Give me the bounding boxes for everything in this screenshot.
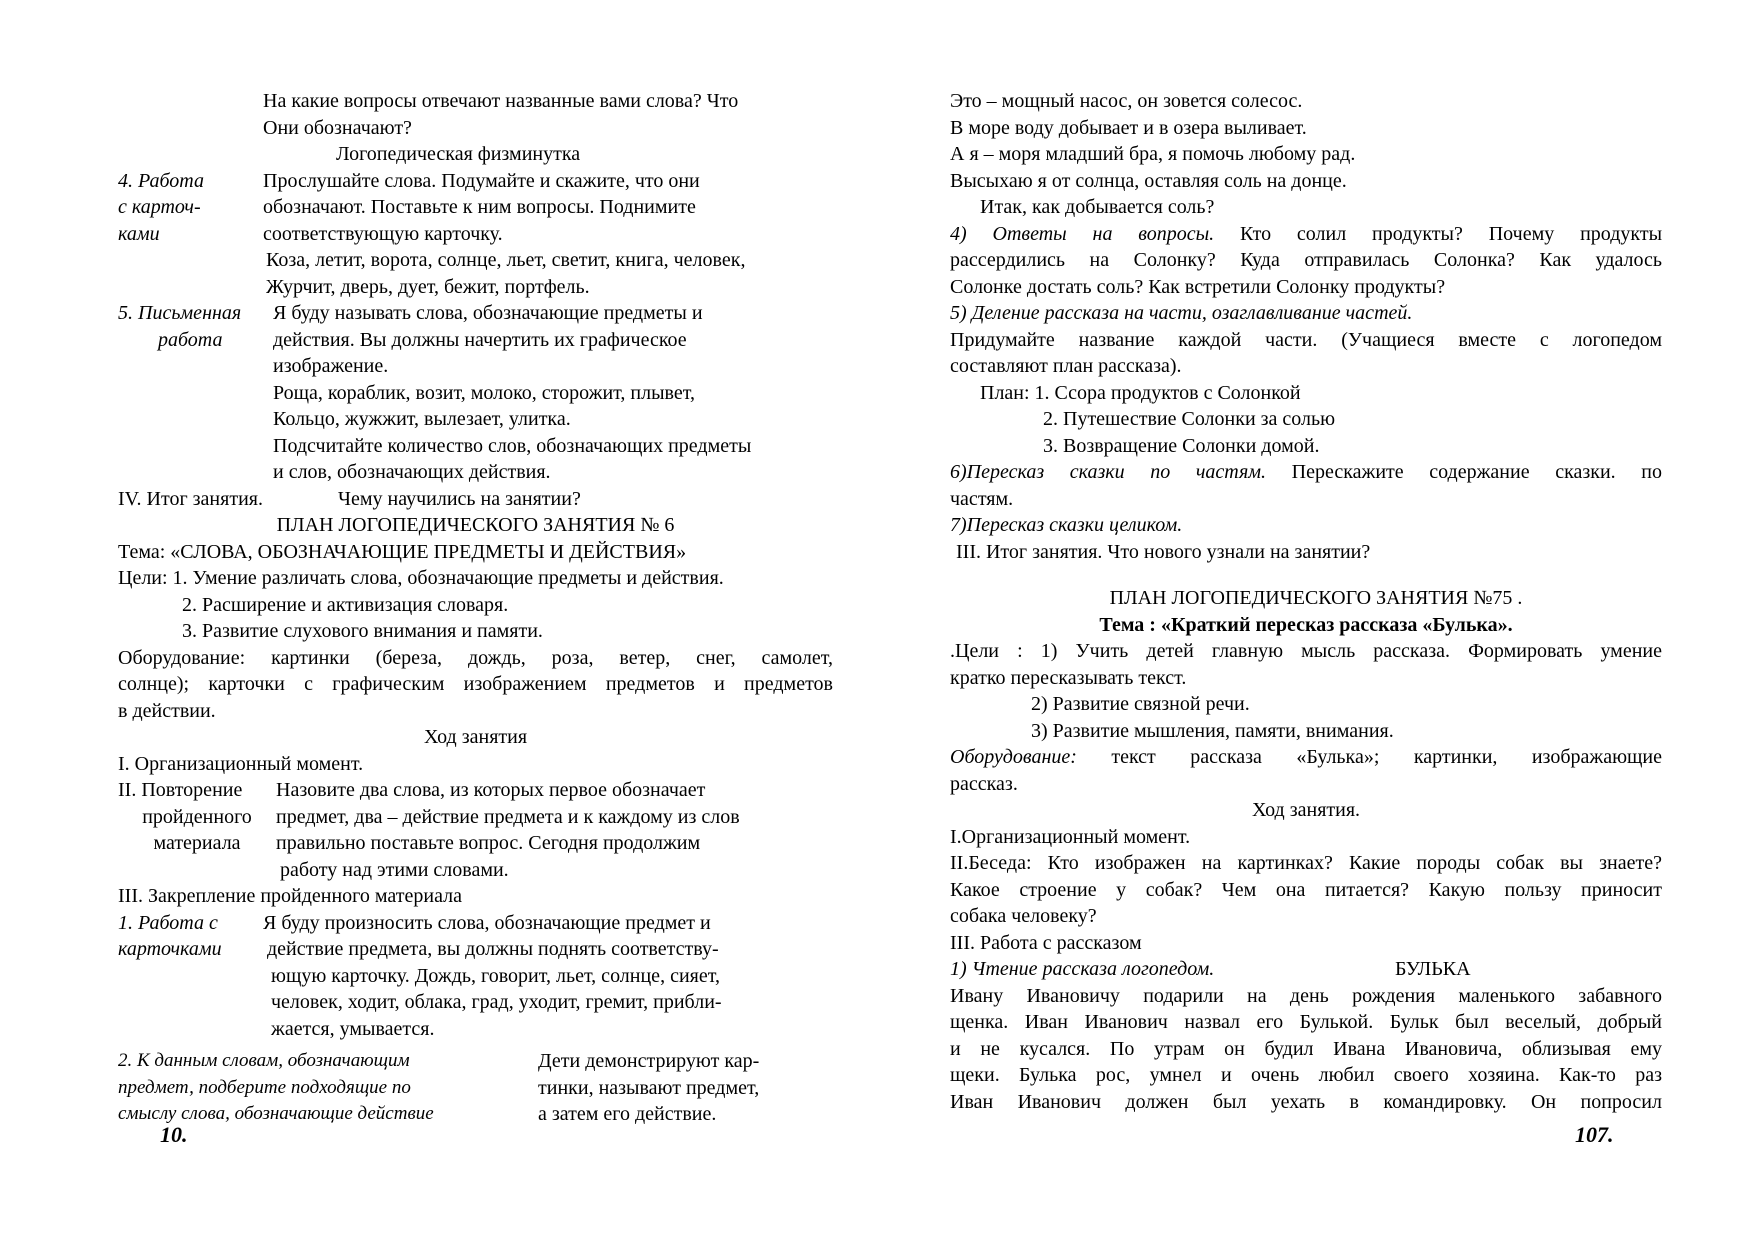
poem-line: В море воду добывает и в озера выливает.	[950, 116, 1307, 139]
text-line: рассердились на Солонку? Куда отправилась Солонка? Как удалось	[950, 249, 1662, 271]
text-line: а затем его действие.	[538, 1103, 717, 1125]
goal-line: кратко пересказывать текст.	[950, 666, 1187, 689]
story-line: и не кусался. По утрам он будил Ивана Ивановича, облизывая ему	[950, 1037, 1662, 1060]
text-line: текст рассказа «Булька»; картинки, изображающие	[1111, 746, 1662, 768]
reading-line	[950, 956, 1662, 983]
step-label: материала	[153, 832, 241, 854]
step-label: ками	[118, 222, 160, 245]
poem-line: Это – мощный насос, он зовется солесос.	[950, 90, 1303, 112]
text-line: жается, умывается.	[271, 1017, 435, 1040]
section-heading: Ход занятия.	[1251, 799, 1361, 821]
goal-line: 2) Развитие связной речи.	[1031, 693, 1250, 715]
step-label: 4. Работа	[118, 169, 204, 192]
step-label: 7)Пересказ сказки целиком.	[950, 514, 1183, 536]
talk-line: собака человеку?	[950, 905, 1097, 927]
text-line: правильно поставьте вопрос. Сегодня продолжим	[276, 832, 701, 854]
goal-line: 3) Развитие мышления, памяти, внимания.	[1031, 719, 1394, 742]
word-list-line: Журчит, дверь, дует, бежит, портфель.	[266, 275, 590, 298]
step-label: II. Повторение	[118, 779, 243, 801]
plan-line: План: 1. Ссора продуктов с Солонкой	[980, 381, 1301, 404]
equipment-line: Оборудование: картинки (береза, дождь, роза, ветер, снег, самолет,	[118, 646, 833, 669]
question-line: Итак, как добывается соль?	[980, 196, 1215, 218]
text-line: действия. Вы должны начертить их графическое	[273, 328, 687, 351]
story-line: Иван Иванович должен был уехать в командировку. Он попросил	[950, 1090, 1662, 1113]
text-line: соответствующую карточку.	[263, 222, 503, 245]
text-line: действие предмета, вы должны поднять соответству-	[267, 938, 719, 960]
work-2-block	[118, 1048, 833, 1128]
text-line: изображение.	[273, 355, 389, 377]
step-label: 2. К данным словам, обозначающим	[118, 1050, 410, 1071]
story-title: БУЛЬКА	[1395, 958, 1471, 980]
equipment-label: Оборудование:	[950, 746, 1077, 768]
work-1-block	[118, 910, 833, 1043]
text-line: III. Закрепление пройденного материала	[118, 885, 462, 907]
summary-text: Чему научились на занятии?	[338, 487, 581, 510]
text-line: тинки, называют предмет,	[538, 1076, 760, 1099]
text-line: предмет, два – действие предмета и к каждому из слов	[276, 805, 740, 828]
step-label: 5. Письменная	[118, 302, 242, 324]
text-line: Назовите два слова, из которых первое обозначает	[276, 779, 706, 801]
text-line: Придумайте название каждой части. (Учащиеся вместе с логопедом	[950, 328, 1662, 351]
text-line: и слов, обозначающих действия.	[273, 461, 551, 483]
story-line: щеки. Булька рос, умнел и очень любил своего хозяина. Как-то раз	[950, 1064, 1662, 1086]
text-line: Прослушайте слова. Подумайте и скажите, что они	[263, 169, 700, 192]
equipment-line: в действии.	[118, 699, 216, 722]
right-page	[950, 88, 1662, 1115]
step-label: пройденного	[142, 805, 252, 828]
goal-line: .Цели : 1) Учить детей главную мысль рассказа. Формировать умение	[950, 640, 1662, 662]
text-line: Перескажите содержание сказки. по	[1291, 461, 1662, 483]
plan-title: ПЛАН ЛОГОПЕДИЧЕСКОГО ЗАНЯТИЯ №75 .	[1109, 587, 1523, 609]
summary-line: III. Итог занятия. Что нового узнали на занятии?	[956, 540, 1371, 563]
text-line: рассказ.	[950, 772, 1018, 795]
section-heading: Логопедическая физминутка	[336, 143, 581, 165]
text-line: I. Организационный момент.	[118, 752, 364, 775]
step-label: 4) Ответы на вопросы.	[950, 222, 1215, 245]
summary-label: IV. Итог занятия.	[118, 487, 263, 510]
step-label: смыслу слова, обозначающие действие	[118, 1103, 434, 1124]
step-label: 6)Пересказ сказки по частям.	[950, 461, 1267, 483]
page-number-right: 107.	[1575, 1122, 1614, 1147]
goal-line: 2. Расширение и активизация словаря.	[182, 593, 509, 616]
equipment-line	[950, 744, 1662, 771]
step-label: карточками	[118, 938, 222, 960]
talk-line: Какое строение у собак? Чем она питается? Какую пользу приносит	[950, 878, 1662, 901]
plan-line: 2. Путешествие Солонки за солью	[1043, 408, 1336, 430]
text-line: I.Организационный момент.	[950, 825, 1191, 848]
step-label: 5) Деление рассказа на части, озаглавливание частей.	[950, 302, 1413, 324]
text-line: частям.	[950, 487, 1014, 510]
step-label: 1) Чтение рассказа логопедом.	[950, 958, 1215, 980]
step-label: предмет, подберите подходящие по	[118, 1076, 411, 1098]
text-line: Дети демонстрируют кар-	[538, 1050, 760, 1072]
text-line: Кто солил продукты? Почему продукты	[1240, 222, 1663, 245]
talk-line: II.Беседа: Кто изображен на картинках? Какие породы собак вы знаете?	[950, 852, 1662, 874]
step-4-block	[118, 168, 833, 248]
text-line: ющую карточку. Дождь, говорит, льет, солнце, сияет,	[271, 964, 720, 987]
text-line: работу над этими словами.	[280, 858, 509, 881]
text-line: На какие вопросы отвечают названные вами слова? Что	[263, 90, 739, 112]
step-label: работа	[158, 328, 223, 351]
poem-line: А я – моря младший бра, я помочь любому рад.	[950, 143, 1356, 165]
page-number-left: 10.	[160, 1122, 188, 1147]
text-line: человек, ходит, облака, град, уходит, гремит, прибли-	[271, 991, 722, 1013]
retell-line	[950, 459, 1662, 486]
step-5-block	[118, 300, 833, 486]
repeat-block	[118, 777, 833, 883]
text-line: составляют план рассказа).	[950, 355, 1182, 377]
left-page	[118, 88, 833, 1128]
topic: Тема : «Краткий пересказ рассказа «Булька».	[1099, 613, 1513, 636]
goal-line: Цели: 1. Умение различать слова, обозначающие предметы и действия.	[118, 567, 724, 589]
text-line: Они обозначают?	[263, 116, 412, 139]
text-line: Подсчитайте количество слов, обозначающих предметы	[273, 434, 752, 457]
step-label: с карточ-	[118, 196, 201, 218]
section-heading: Ход занятия	[423, 726, 528, 748]
plan-title: ПЛАН ЛОГОПЕДИЧЕСКОГО ЗАНЯТИЯ № 6	[276, 514, 675, 536]
summary-line	[118, 486, 833, 513]
word-list-line: Коза, летит, ворота, солнце, льет, светит, книга, человек,	[266, 249, 746, 271]
poem-line: Высыхаю я от солнца, оставляя соль на донце.	[950, 169, 1347, 192]
step-label: 1. Работа с	[118, 911, 218, 934]
word-list-line: Кольцо, жужжит, вылезает, улитка.	[273, 408, 571, 430]
story-line: Ивану Ивановичу подарили на день рождения маленького забавного	[950, 984, 1662, 1007]
text-line: Я буду произносить слова, обозначающие предмет и	[263, 911, 711, 934]
topic: Тема: «СЛОВА, ОБОЗНАЧАЮЩИЕ ПРЕДМЕТЫ И ДЕЙСТВИЯ»	[118, 540, 687, 563]
goal-line: 3. Развитие слухового внимания и памяти.	[182, 620, 543, 642]
answers-line	[950, 221, 1662, 248]
equipment-line: солнце); карточки с графическим изображением предметов и предметов	[118, 673, 833, 695]
word-list-line: Роща, кораблик, возит, молоко, сторожит, плывет,	[273, 381, 695, 404]
text-line: обозначают. Поставьте к ним вопросы. Поднимите	[263, 196, 696, 218]
text-line: Солонке достать соль? Как встретили Солонку продукты?	[950, 275, 1446, 298]
text-line: III. Работа с рассказом	[950, 931, 1142, 954]
story-line: щенка. Иван Иванович назвал его Булькой. Бульк был веселый, добрый	[950, 1011, 1662, 1033]
plan-line: 3. Возвращение Солонки домой.	[1043, 434, 1320, 457]
text-line: Я буду называть слова, обозначающие предметы и	[273, 302, 703, 324]
